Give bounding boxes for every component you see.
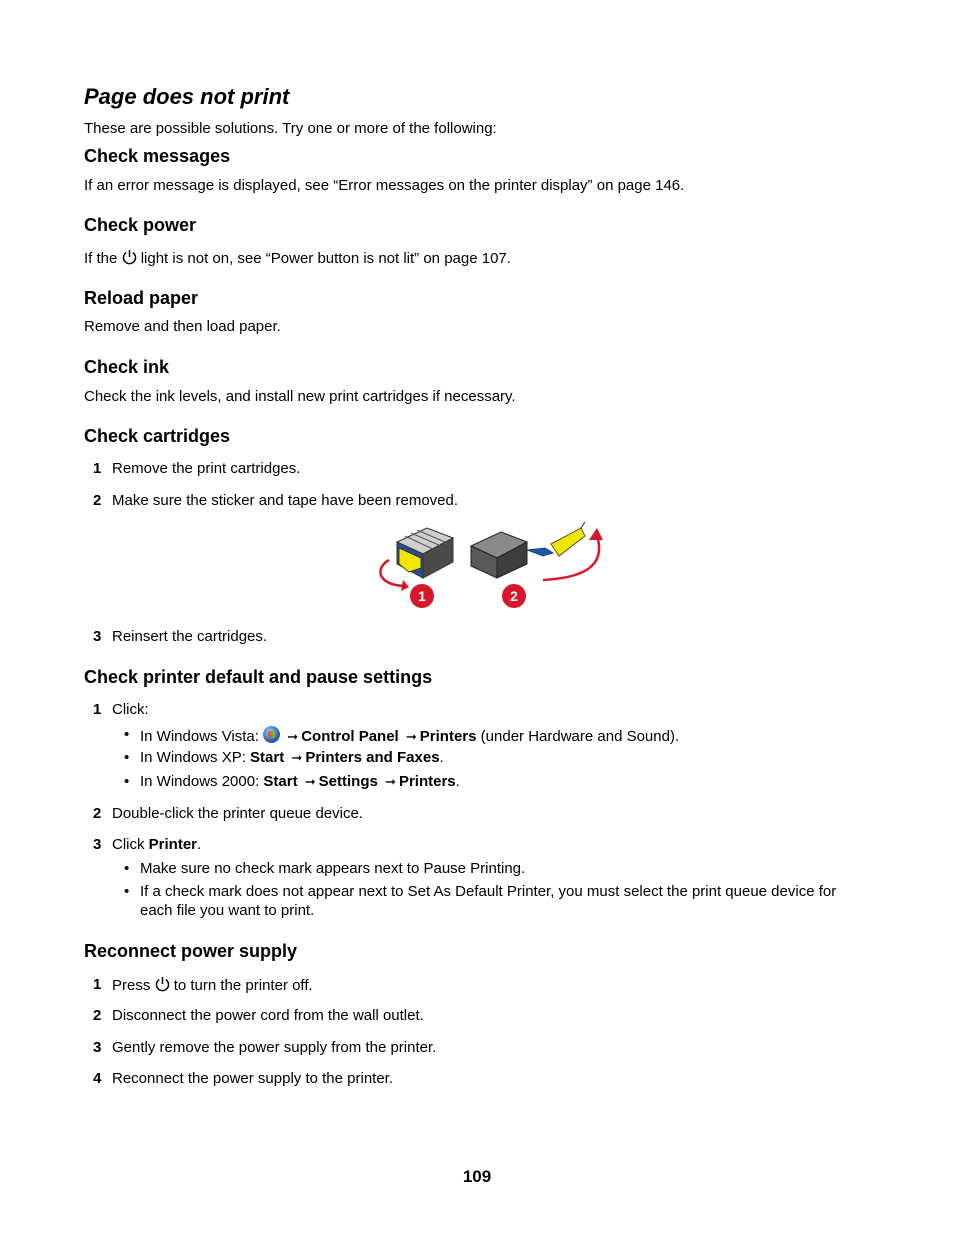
bullet-text: Make sure no check mark appears next to Pause Printing. bbox=[140, 860, 526, 877]
check-power-text bbox=[84, 249, 511, 269]
heading-reload-paper: Reload paper bbox=[84, 288, 199, 308]
start-label: Start bbox=[250, 749, 285, 766]
color-cartridge-image bbox=[397, 528, 453, 578]
press-label: Press bbox=[112, 977, 151, 994]
callout-2-label: 2 bbox=[510, 588, 518, 604]
step-text: Make sure the sticker and tape have been removed. bbox=[112, 492, 459, 509]
bullet-dot: • bbox=[124, 749, 130, 766]
step-text: Remove the print cartridges. bbox=[112, 460, 301, 477]
printers-label: Printers bbox=[398, 773, 456, 790]
check-power-text-pre: If the bbox=[84, 250, 118, 267]
start-label: Start bbox=[263, 773, 298, 790]
step3-pre: Click bbox=[112, 836, 145, 853]
w2000-pre: In Windows 2000: bbox=[140, 773, 260, 790]
step-number: 2 bbox=[93, 1007, 102, 1024]
heading-check-cartridges: Check cartridges bbox=[84, 426, 231, 446]
step-text bbox=[112, 836, 201, 853]
step-number: 1 bbox=[93, 701, 102, 718]
intro-text: These are possible solutions. Try one or more of the following: bbox=[84, 120, 497, 137]
black-cartridge-image bbox=[471, 532, 527, 578]
cartridge-illustration bbox=[375, 520, 605, 612]
bullet-dot: • bbox=[124, 860, 130, 877]
xp-pre: In Windows XP: bbox=[140, 749, 246, 766]
step-text bbox=[112, 976, 313, 996]
step3-post: . bbox=[197, 836, 202, 853]
bullet-dot: • bbox=[124, 773, 130, 790]
step-number: 3 bbox=[93, 1039, 102, 1056]
step-text: Reconnect the power supply to the printer. bbox=[112, 1070, 394, 1087]
step-number: 3 bbox=[93, 836, 102, 853]
power-icon bbox=[155, 976, 170, 996]
vista-post: (under Hardware and Sound). bbox=[480, 728, 680, 745]
step-text: Disconnect the power cord from the wall outlet. bbox=[112, 1007, 424, 1024]
bullet-dot: • bbox=[124, 726, 130, 743]
control-panel-label: Control Panel bbox=[301, 728, 399, 745]
arrow-icon: ➞ bbox=[405, 729, 417, 744]
page-number: 109 bbox=[462, 1167, 492, 1186]
step-text: Reinsert the cartridges. bbox=[112, 628, 268, 645]
arrow-icon: ➞ bbox=[287, 729, 299, 744]
step-number: 3 bbox=[93, 628, 102, 645]
check-messages-text: If an error message is displayed, see “Error messages on the printer display” on page 146. bbox=[84, 177, 685, 194]
bullet-text: If a check mark does not appear next to Set As Default Printer, you must select the print queue device for each file you want to print. bbox=[140, 883, 837, 919]
step-text: Gently remove the power supply from the printer. bbox=[112, 1039, 437, 1056]
callout-1-label: 1 bbox=[418, 588, 426, 604]
heading-check-ink: Check ink bbox=[84, 357, 170, 377]
check-ink-text: Check the ink levels, and install new print cartridges if necessary. bbox=[84, 388, 516, 405]
heading-check-printer-default: Check printer default and pause settings bbox=[84, 667, 433, 687]
step-text: Double-click the printer queue device. bbox=[112, 805, 363, 822]
heading-check-power: Check power bbox=[84, 215, 197, 235]
windows-start-icon bbox=[263, 726, 280, 743]
callout-1 bbox=[410, 584, 434, 608]
step-number: 2 bbox=[93, 805, 102, 822]
w2000-post: . bbox=[455, 773, 460, 790]
heading-check-messages: Check messages bbox=[84, 146, 231, 166]
check-power-text-post: light is not on, see “Power button is not lit” on page 107. bbox=[140, 250, 511, 267]
step-number: 4 bbox=[93, 1070, 102, 1087]
settings-label: Settings bbox=[318, 773, 378, 790]
power-icon bbox=[122, 249, 137, 269]
page-title: Page does not print bbox=[84, 84, 290, 109]
step-number: 2 bbox=[93, 492, 102, 509]
heading-reconnect-power: Reconnect power supply bbox=[84, 941, 298, 961]
step-number: 1 bbox=[93, 976, 102, 993]
bullet-dot: • bbox=[124, 883, 130, 900]
step-number: 1 bbox=[93, 460, 102, 477]
turn-off-label: to turn the printer off. bbox=[173, 977, 313, 994]
printer-menu-label: Printer bbox=[148, 836, 198, 853]
reload-paper-text: Remove and then load paper. bbox=[84, 318, 281, 335]
step-text: Click: bbox=[112, 701, 149, 718]
printers-label: Printers bbox=[419, 728, 477, 745]
vista-pre: In Windows Vista: bbox=[140, 728, 259, 745]
callout-2 bbox=[502, 584, 526, 608]
printers-and-faxes-label: Printers and Faxes bbox=[305, 749, 440, 766]
xp-post: . bbox=[439, 749, 444, 766]
arrow-icon: ➞ bbox=[291, 750, 303, 765]
arrow-icon: ➞ bbox=[385, 774, 396, 789]
arrow-icon: ➞ bbox=[304, 774, 316, 789]
